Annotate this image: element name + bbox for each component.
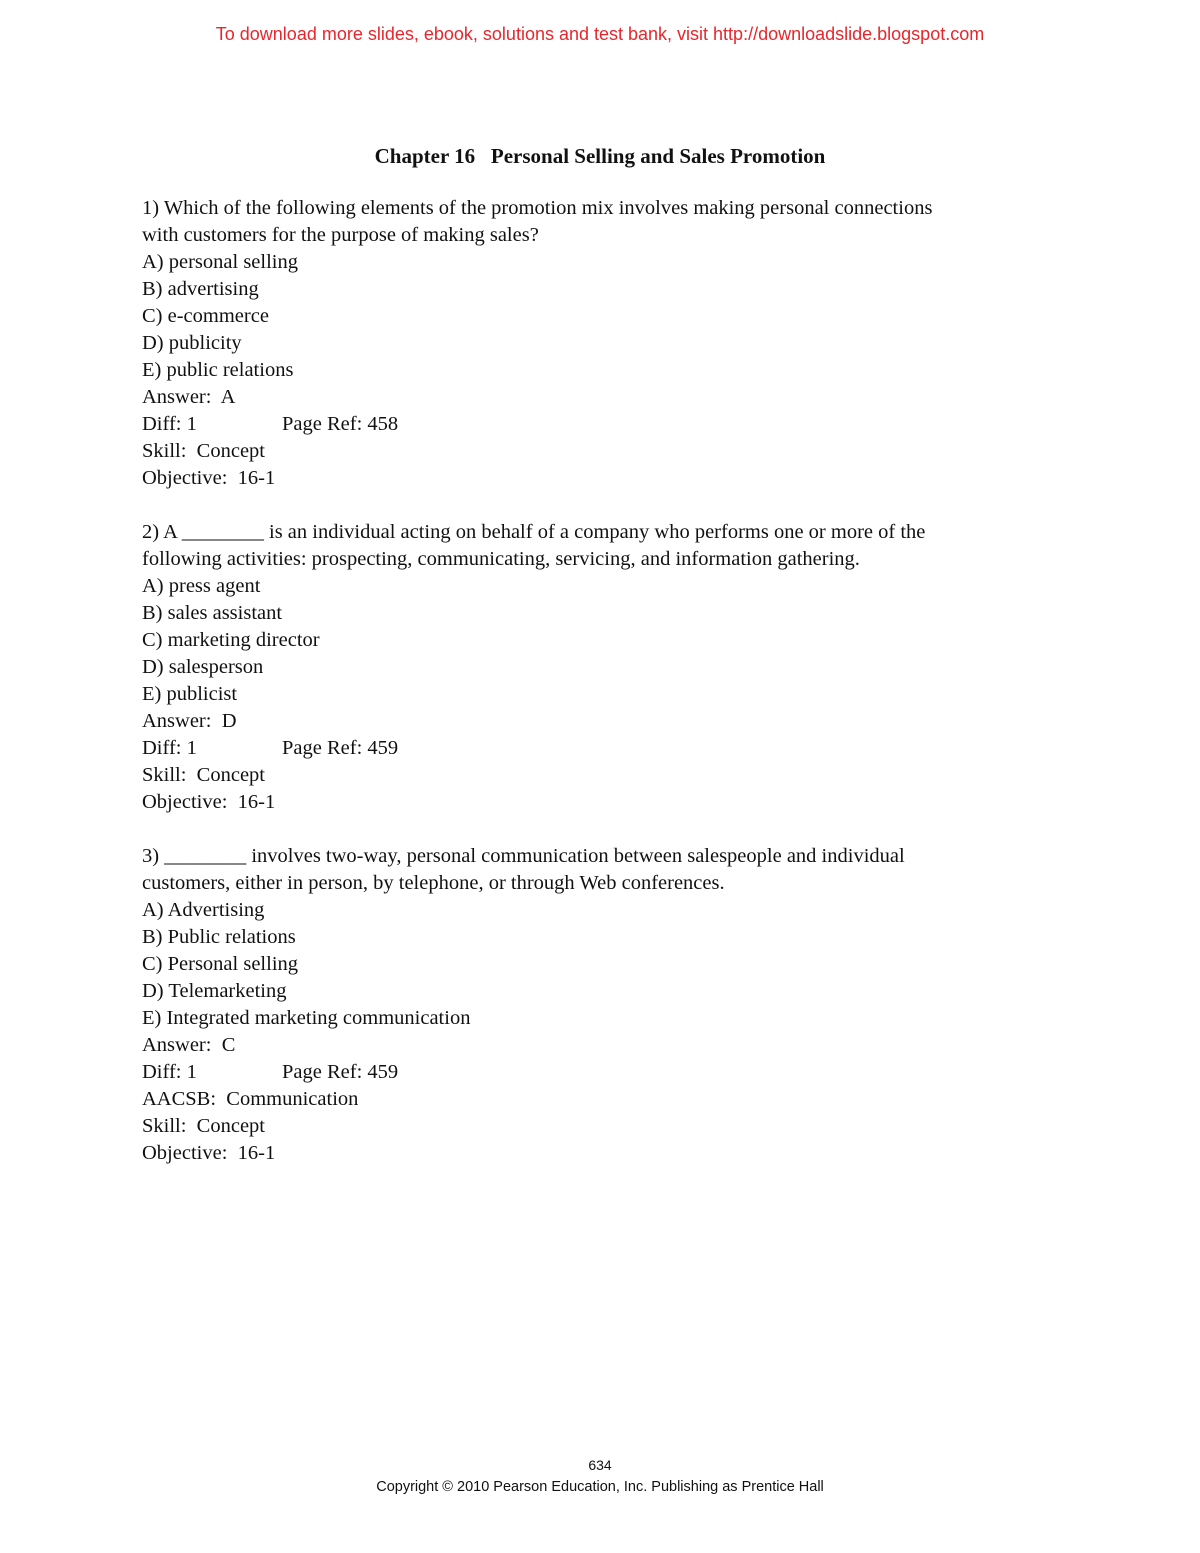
diff-row	[142, 1059, 1062, 1086]
question-3	[142, 843, 1062, 1167]
objective: Objective: 16-1	[142, 791, 276, 813]
option-b: B) Public relations	[142, 926, 296, 948]
aacsb: AACSB: Communication	[142, 1088, 359, 1110]
option-d: D) salesperson	[142, 656, 264, 678]
answer: Answer: A	[142, 386, 236, 408]
difficulty: Diff: 1	[142, 413, 197, 435]
option-e: E) public relations	[142, 359, 294, 381]
option-a: A) Advertising	[142, 899, 265, 921]
stem-line: following activities: prospecting, communicating, servicing, and information gathering.	[142, 548, 860, 570]
objective: Objective: 16-1	[142, 467, 276, 489]
question-2	[142, 519, 1062, 816]
option-a: A) press agent	[142, 575, 261, 597]
page-ref: Page Ref: 458	[282, 413, 399, 435]
option-d: D) Telemarketing	[142, 980, 287, 1002]
option-b: B) advertising	[142, 278, 259, 300]
chapter-title: Chapter 16 Personal Selling and Sales Promotion	[374, 144, 826, 168]
answer: Answer: D	[142, 710, 237, 732]
stem-line: 2) A ________ is an individual acting on behalf of a company who performs one or more of the	[142, 521, 926, 543]
page-ref: Page Ref: 459	[282, 1061, 399, 1083]
question-stem	[142, 519, 1062, 573]
stem-line: customers, either in person, by telephone, or through Web conferences.	[142, 872, 725, 894]
question-list	[142, 195, 1062, 1194]
page-number: 634	[588, 1457, 612, 1473]
question-1	[142, 195, 1062, 492]
option-d: D) publicity	[142, 332, 242, 354]
question-stem	[142, 843, 1062, 897]
stem-line: with customers for the purpose of making sales?	[142, 224, 539, 246]
question-stem	[142, 195, 1062, 249]
diff-row	[142, 735, 1062, 762]
objective: Objective: 16-1	[142, 1142, 276, 1164]
diff-row	[142, 411, 1062, 438]
option-b: B) sales assistant	[142, 602, 283, 624]
skill: Skill: Concept	[142, 440, 265, 462]
page-ref: Page Ref: 459	[282, 737, 399, 759]
stem-line: 1) Which of the following elements of the promotion mix involves making personal connections	[142, 197, 933, 219]
copyright-notice: Copyright © 2010 Pearson Education, Inc. Publishing as Prentice Hall	[376, 1479, 824, 1495]
stem-line: 3) ________ involves two-way, personal communication between salespeople and individual	[142, 845, 905, 867]
option-e: E) Integrated marketing communication	[142, 1007, 471, 1029]
option-c: C) marketing director	[142, 629, 320, 651]
option-c: C) Personal selling	[142, 953, 299, 975]
skill: Skill: Concept	[142, 764, 265, 786]
difficulty: Diff: 1	[142, 1061, 197, 1083]
option-c: C) e-commerce	[142, 305, 269, 327]
option-a: A) personal selling	[142, 251, 298, 273]
difficulty: Diff: 1	[142, 737, 197, 759]
option-e: E) publicist	[142, 683, 238, 705]
skill: Skill: Concept	[142, 1115, 265, 1137]
download-banner: To download more slides, ebook, solutions and test bank, visit http://downloadslide.blogspot.com	[215, 24, 985, 44]
answer: Answer: C	[142, 1034, 236, 1056]
